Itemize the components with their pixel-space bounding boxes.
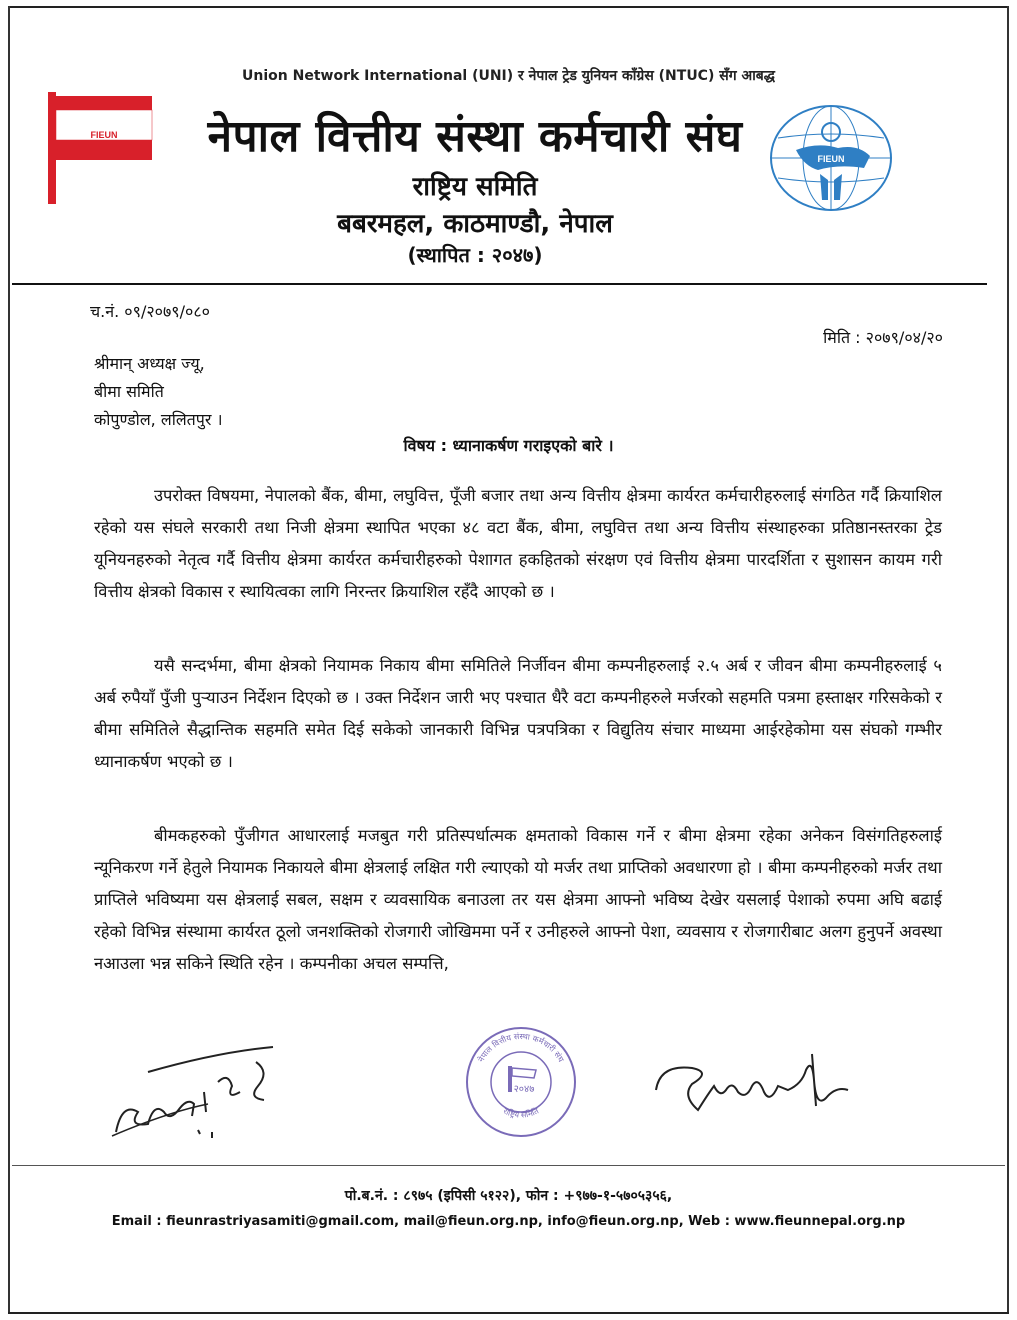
body-paragraph-3: बीमकहरुको पुँजीगत आधारलाई मजबुत गरी प्रतिस्पर्धात्मक क्षमताको विकास गर्ने र बीमा क्षेत्रमा रहेका अनेकन विसंगतिहरुलाई न्यूनिकरण गर्ने हेतुले नियामक निकायले बीमा क्षेत्रलाई लक्षित गरी ल्याएको यो मर्जर तथा प्राप्तिको अवधारणा हो । बीमा कम्पनीहरुको मर्जर तथा प्राप्तिले भविष्यमा यस क्षेत्रलाई सबल, सक्षम र व्यवसायिक बनाउला तर यस क्षेत्रमा आफ्नो भविष्य देखेर यसलाई पेशाको रुपमा अघि बढाई रहेको विभिन्न संस्थामा कार्यरत ठूलो जनशक्तिको रोजगारी जोखिममा पर्ने र उनीहरुले आफ्नो पेशा, व्यवसाय र रोजगारीबाट अलग हुनुपर्ने अवस्था नआउला भन्न सकिने स्थिति रहेन । कम्पनीका अचल सम्पत्ति, [94,826,942,973]
reference-number: च.नं. ०९/२०७९/०८० [90,302,210,321]
stamp-text-bottom: राष्ट्रिय समिति [501,1106,541,1120]
page-border-right [1007,6,1009,1314]
page-border-top [8,6,1009,8]
committee-name: राष्ट्रिय समिति [412,172,538,202]
page-border-bottom [8,1312,1009,1314]
organization-name: नेपाल वित्तीय संस्था कर्मचारी संघ [207,111,743,162]
fieun-globe-logo [768,104,894,212]
organization-address: बबरमहल, काठमाण्डौ, नेपाल [337,209,613,239]
signature-left [108,1042,278,1142]
affiliation-line: Union Network International (UNI) र नेपाल ट्रेड युनियन काँग्रेस (NTUC) सँग आबद्ध [242,68,775,84]
signature-right [652,1050,862,1122]
letter-subject: विषय : ध्यानाकर्षण गराइएको बारे । [403,436,614,455]
flag-logo-text: FIEUN [90,130,118,140]
recipient-line-3: कोपुण्डोल, ललितपुर । [94,410,223,429]
letter-date: मिति : २०७९/०४/२० [823,328,943,347]
footer-contact-line: पो.ब.नं. : ८९७५ (इपिसी ५१२२), फोन : +९७७-१-५७०५३५६, [344,1188,673,1204]
official-stamp [464,1026,578,1138]
recipient-line-1: श्रीमान् अध्यक्ष ज्यू, [94,354,205,373]
body-paragraph-2: यसै सन्दर्भमा, बीमा क्षेत्रको नियामक निकाय बीमा समितिले निर्जीवन बीमा कम्पनीहरुलाई २.५ अर्ब र जीवन बीमा कम्पनीहरुलाई ५ अर्ब रुपैयाँ पुँजी पुर्‍याउन निर्देशन दिएको छ । उक्त निर्देशन जारी भए पश्चात धैरै वटा कम्पनीहरुले मर्जरको सहमति पत्रमा हस्ताक्षर गरिसकेको र बीमा समितिले सैद्धान्तिक सहमति समेत दिई सकेको जानकारी विभिन्न पत्रपत्रिका र विद्युतिय संचार माध्यमा आईरहेकोमा यस संघको गम्भीर ध्यानाकर्षण भएको छ । [94,656,942,771]
established-year: (स्थापित : २०४७) [407,243,543,267]
body-paragraph-1: उपरोक्त विषयमा, नेपालको बैंक, बीमा, लघुवित्त, पूँजी बजार तथा अन्य वित्तीय क्षेत्रमा कार्यरत कर्मचारीहरुलाई संगठित गर्दै क्रियाशिल रहेको यस संघले सरकारी तथा निजी क्षेत्रमा स्थापित भएका ४८ वटा बैंक, बीमा, लघुवित्त तथा अन्य वित्तीय संस्थाहरुका प्रतिष्ठानस्तरका ट्रेड यूनियनहरुको नेतृत्व गर्दै वित्तीय क्षेत्रमा कार्यरत कर्मचारीहरुको पेशागत हकहितको संरक्षण एवं वित्तीय क्षेत्रमा पारदर्शिता र सुशासन कायम गरी वित्तीय क्षेत्रको विकास र स्थायित्वका लागि निरन्तर क्रियाशिल रहँदै आएको छ । [94,486,942,601]
footer-email-web-line: Email : fieunrastriyasamiti@gmail.com, mail@fieun.org.np, info@fieun.org.np, Web : www.fieunnepal.org.np [111,1214,906,1229]
stamp-year: २०४७ [513,1084,535,1095]
header-divider [12,283,987,285]
globe-logo-text: FIEUN [817,154,845,164]
recipient-line-2: बीमा समिति [94,382,164,401]
svg-text:राष्ट्रिय समिति [502,1105,541,1119]
footer-divider [12,1165,1005,1166]
stamp-text-top: नेपाल वित्तीय संस्था कर्मचारी संघ [476,1031,566,1064]
